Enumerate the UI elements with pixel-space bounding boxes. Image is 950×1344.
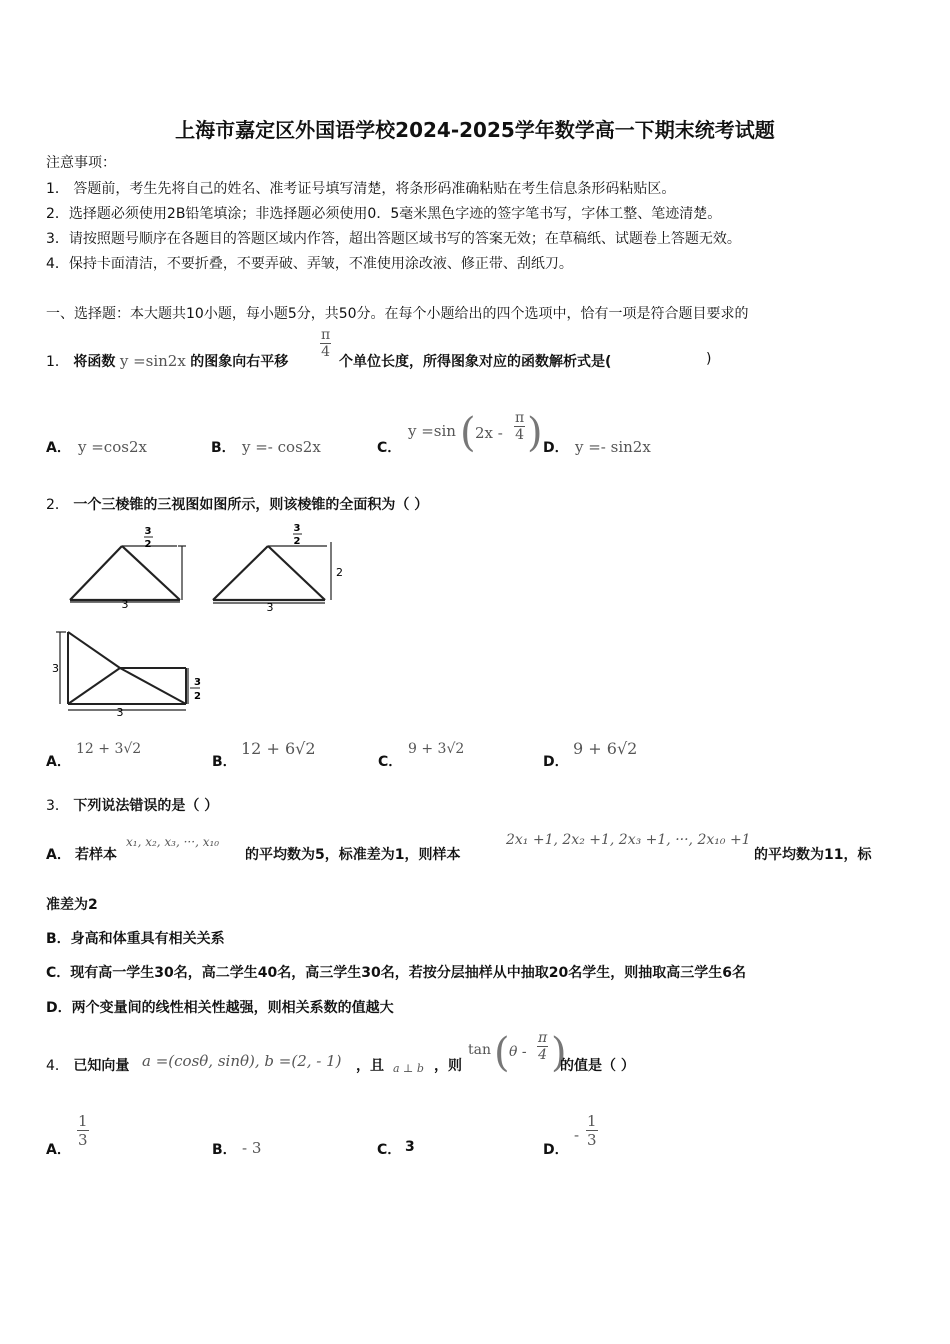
q1-option-b-label: B．: [211, 440, 236, 456]
top-width-label: 3: [116, 706, 124, 719]
section-heading: 一、选择题：本大题共10小题，每小题5分，共50分。在每个小题给出的四个选项中，恰有一项是符合题目要求的: [46, 306, 749, 322]
q4-text-3: ，则: [434, 1058, 462, 1074]
q1-text-3: 个单位长度，所得图象对应的函数解析式是(: [339, 354, 612, 370]
q1-option-a[interactable]: y =cos2x: [78, 438, 147, 456]
top-frac-num: 3: [194, 677, 201, 688]
q1-text-1: 将函数: [73, 354, 116, 370]
q2-option-c-label: C．: [378, 754, 403, 770]
q2-option-a[interactable]: 12 + 3√2: [76, 741, 142, 757]
notice-item-4: 4．保持卡面清洁，不要折叠，不要弄破、弄皱，不准使用涂改液、修正带、刮纸刀。: [46, 256, 573, 272]
q1-close: ): [706, 351, 712, 367]
q4-text-4: 的值是（ ）: [560, 1058, 635, 1074]
q1-option-b[interactable]: y =- cos2x: [242, 438, 321, 456]
q4-perp: a ⊥ b: [393, 1062, 424, 1075]
q4-option-a-label: A．: [46, 1142, 71, 1158]
q1-option-a-label: A．: [46, 440, 71, 456]
top-frac-den: 2: [194, 691, 201, 702]
question-4: [46, 1055, 129, 1075]
q3-a-sample-2: 2x₁ +1, 2x₂ +1, 2x₃ +1, ···, 2x₁₀ +1: [506, 832, 751, 848]
q2-option-a-label: A．: [46, 754, 71, 770]
q4-option-c[interactable]: 3: [405, 1139, 415, 1155]
q3-text: 下列说法错误的是（ ）: [73, 798, 219, 814]
q3-option-b[interactable]: B．身高和体重具有相关关系: [46, 931, 225, 947]
q2-option-c[interactable]: 9 + 3√2: [408, 741, 465, 757]
q3-a-text-4: 准差为2: [46, 897, 98, 913]
q4-option-b[interactable]: - 3: [242, 1139, 262, 1157]
side-width-label: 3: [266, 601, 274, 612]
q4-vectors: a =(cosθ, sinθ), b =(2, - 1): [142, 1052, 342, 1070]
q4-option-b-label: B．: [212, 1142, 237, 1158]
q3-a-sample: x₁, x₂, x₃, ···, x₁₀: [126, 835, 220, 849]
notice-item-3: 3．请按照题号顺序在各题目的答题区域内作答，超出答题区域书写的答案无效；在草稿纸、试题卷上答题无效。: [46, 231, 741, 247]
q4-option-c-label: C．: [377, 1142, 402, 1158]
q1-option-d-label: D．: [543, 440, 569, 456]
front-frac-den: 2: [144, 539, 152, 550]
q3-a-text-2: 的平均数为5，标准差为1，则样本: [245, 847, 461, 863]
q3-option-c[interactable]: C．现有高一学生30名，高二学生40名，高三学生30名，若按分层抽样从中抽取20名学生，则抽取高三学生6名: [46, 965, 746, 981]
front-view-figure: [62, 520, 192, 610]
q2-option-b-label: B．: [212, 754, 237, 770]
q3-a-text-1: 若样本: [75, 847, 117, 863]
page-title: 上海市嘉定区外国语学校2024-2025学年数学高一下期末统考试题: [175, 118, 775, 142]
q3-option-a-label: A．: [46, 847, 71, 863]
q4-expression: tan ( θ - $\frac{\pi}{4}$ ): [468, 1030, 567, 1076]
top-view-figure: [48, 624, 203, 720]
side-frac-num: 3: [293, 523, 301, 534]
side-height-label: 2: [336, 566, 343, 579]
front-frac-num: 3: [144, 526, 152, 537]
question-number: 2．: [46, 497, 69, 513]
q1-option-c-label: C．: [377, 440, 402, 456]
q3-option-d[interactable]: D．两个变量间的线性相关性越强，则相关系数的值越大: [46, 1000, 394, 1016]
q1-fraction: $\frac{\pi}{4}$: [321, 327, 331, 360]
q2-text: 一个三棱锥的三视图如图所示，则该棱锥的全面积为（ ）: [73, 497, 429, 513]
question-number: 1．: [46, 354, 69, 370]
q3-a-text-3: 的平均数为11，标: [754, 847, 872, 863]
notice-item-2: 2．选择题必须使用2B铅笔填涂；非选择题必须使用0．5毫米黑色字迹的签字笔书写，字体工整、笔迹清楚。: [46, 206, 722, 222]
question-number: 3．: [46, 798, 69, 814]
q2-option-d[interactable]: 9 + 6√2: [573, 739, 638, 758]
question-2: [46, 494, 428, 514]
side-frac-den: 2: [293, 536, 301, 547]
q2-option-b[interactable]: 12 + 6√2: [241, 739, 316, 758]
q4-option-d-label: D．: [543, 1142, 569, 1158]
top-height-label: 3: [52, 662, 59, 675]
side-view-figure: [205, 520, 355, 612]
q1-text-2: 的图象向右平移: [190, 354, 289, 370]
q1-option-d[interactable]: y =- sin2x: [575, 438, 651, 456]
q4-text-1: 已知向量: [73, 1058, 130, 1074]
notice-heading: 注意事项：: [46, 155, 116, 171]
q4-option-a[interactable]: $\frac{1}{3}$: [78, 1112, 88, 1149]
q1-function: y =sin2x: [119, 352, 186, 370]
question-1: [46, 351, 288, 371]
question-number: 4．: [46, 1058, 69, 1074]
question-3: [46, 795, 218, 815]
q2-option-d-label: D．: [543, 754, 569, 770]
front-width-label: 3: [121, 598, 129, 610]
notice-item-1: 1． 答题前，考生先将自己的姓名、准考证号填写清楚，将条形码准确粘贴在考生信息条形码粘贴区。: [46, 181, 676, 197]
q4-text-2: ，且: [356, 1058, 384, 1074]
